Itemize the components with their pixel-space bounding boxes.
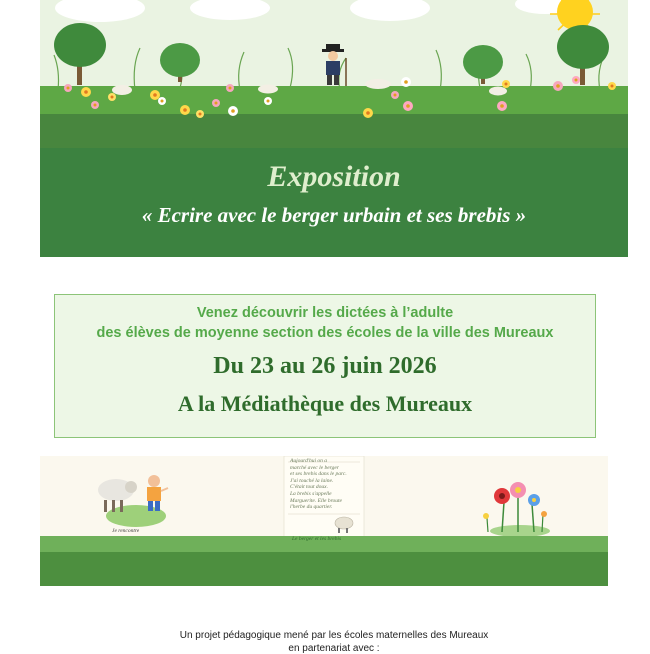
- text-line: l'herbe du quartier.: [290, 504, 333, 511]
- exhibition-dates: Du 23 au 26 juin 2026: [213, 353, 437, 379]
- text-line: marché avec le berger: [290, 464, 339, 471]
- booklet-left-caption: Je rencontre: [112, 528, 140, 534]
- text-line: J'ai touché la laine.: [290, 477, 334, 484]
- info-line-1: Venez découvrir les dictées à l’adulte: [196, 305, 454, 321]
- info-box: [54, 294, 596, 438]
- booklet-middle-text: [290, 458, 362, 511]
- exposition-subtitle: « Ecrire avec le berger urbain et ses brebis »: [141, 203, 527, 227]
- booklet-strip: [40, 456, 608, 586]
- title-banner: [40, 148, 628, 257]
- exposition-title: Exposition: [267, 160, 401, 193]
- meadow-illustration: [40, 0, 628, 148]
- text-line: La brebis s'appelle: [290, 490, 332, 497]
- exhibition-venue: A la Médiathèque des Mureaux: [177, 391, 473, 416]
- text-line: C'était tout doux.: [290, 484, 328, 491]
- text-line: Aujourd'hui on a: [290, 458, 328, 464]
- hero-illustration: [40, 0, 628, 148]
- info-line-2: des élèves de moyenne section des écoles de la ville des Mureaux: [96, 325, 554, 341]
- footer-line-2: en partenariat avec :: [288, 643, 380, 654]
- booklet-middle-caption: Le berger et les brebis: [292, 536, 342, 542]
- text-line: et ses brebis dans le parc.: [290, 471, 347, 478]
- text-line: Marguerite. Elle broute: [290, 497, 342, 504]
- footer-line-1: Un projet pédagogique mené par les écoles maternelles des Mureaux: [179, 630, 489, 641]
